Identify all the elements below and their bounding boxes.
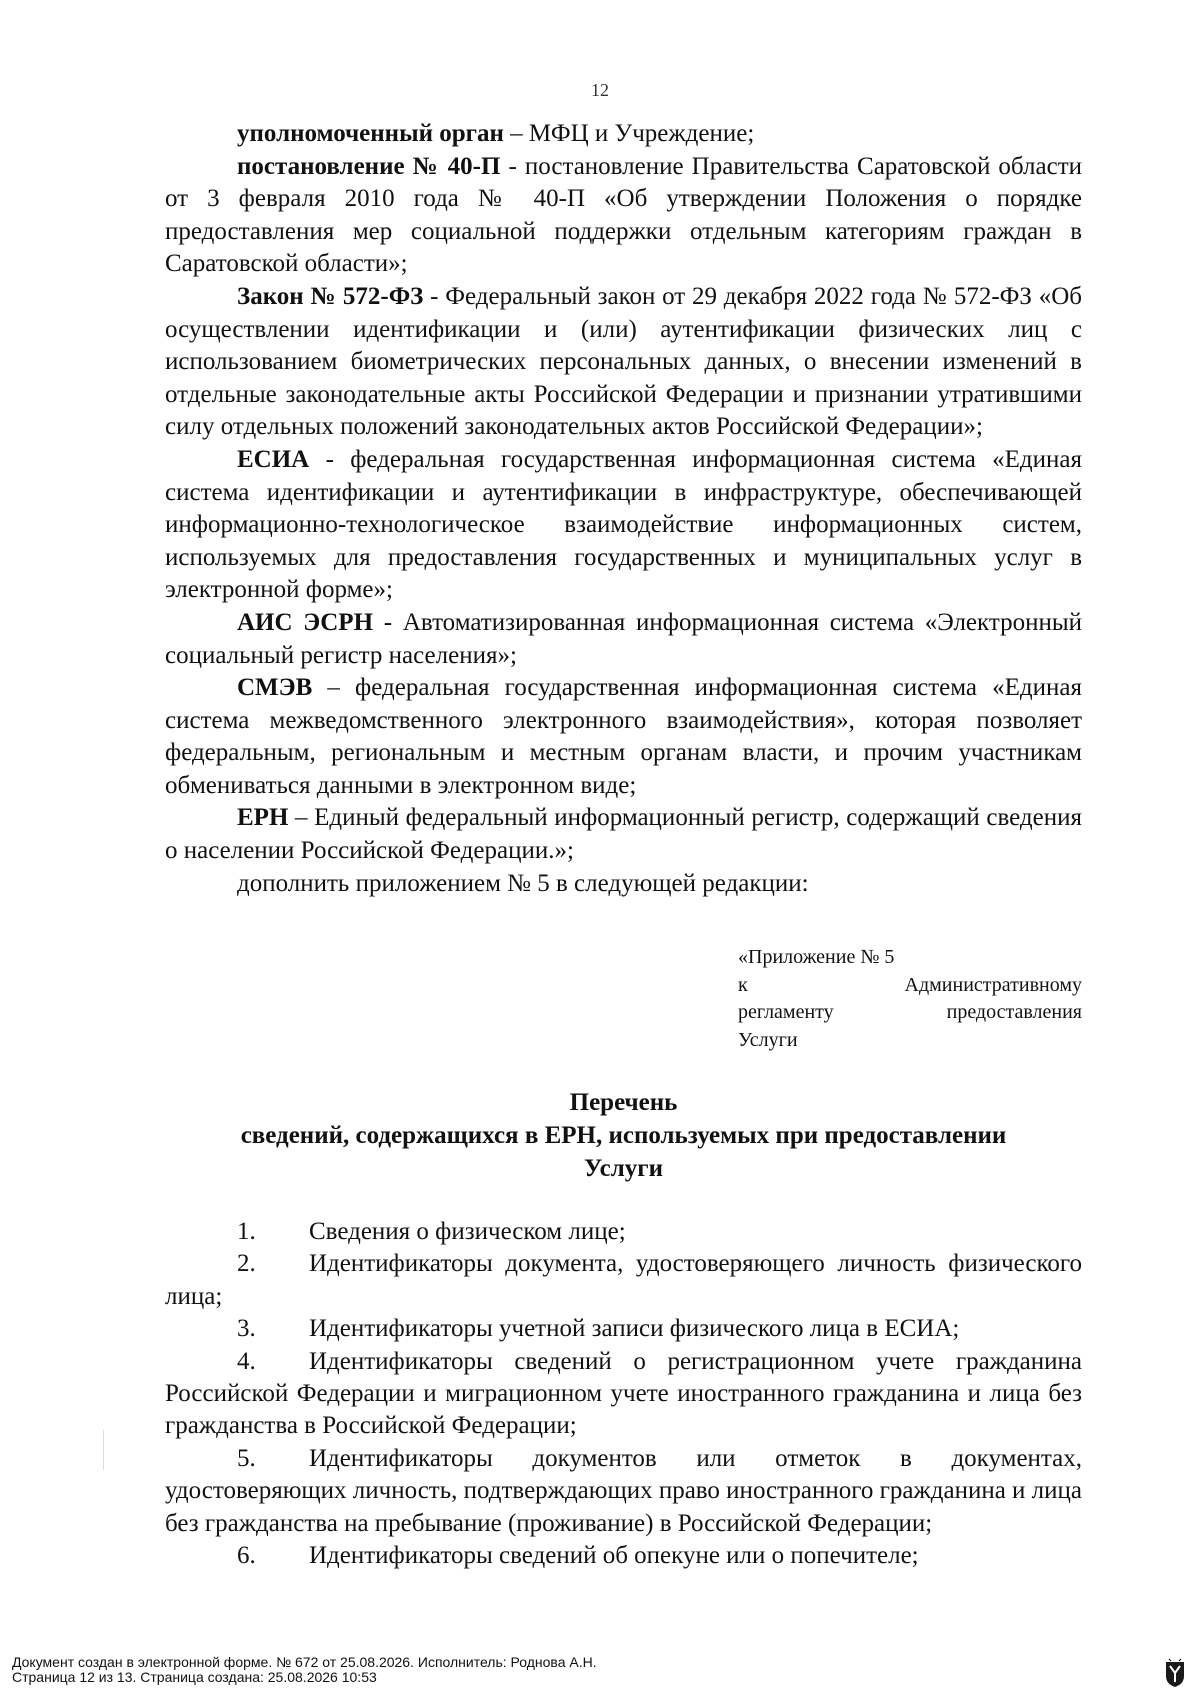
list-item — [165, 1443, 1082, 1540]
definition-resolution-40p — [165, 151, 1082, 281]
annex-line: к Административному — [738, 973, 1082, 996]
page-number: 12 — [591, 80, 609, 100]
definition-text: – МФЦ и Учреждение; — [503, 120, 755, 147]
definition-text: - Федеральный закон от 29 декабря 2022 года № 572-ФЗ «Об осуществлении идентификации и (или) аутентификации физических лиц с использованием биометрических персональных данных, о внесении изменений в отдельные законодательные акты Российской Федерации и признании утратившими силу отдельных положений законодательных актов Российской Федерации»; — [165, 282, 1082, 441]
list-item-number: 3. — [237, 1315, 256, 1343]
heading-line: сведений, содержащихся в ЕРН, используемых при предоставлении — [240, 1122, 1007, 1149]
definition-smev — [165, 672, 1082, 802]
definition-text: - федеральная государственная информационная система «Единая система идентификации и аутентификации в инфраструктуре, обеспечивающей информационно-технологическое взаимодействие информационных систем, используемых для предоставления государственных и муниципальных услуг в электронной форме»; — [165, 445, 1082, 604]
definition-ais-esrn — [165, 607, 1082, 672]
list-item-text: Сведения о физическом лице; — [309, 1218, 626, 1245]
heading-line: Услуги — [583, 1155, 664, 1182]
list-item — [165, 1540, 1082, 1572]
list-item-text: Идентификаторы учетной записи физического лица в ЕСИА; — [309, 1315, 960, 1343]
definition-term: ЕСИА — [237, 445, 310, 473]
list-item — [165, 1346, 1082, 1443]
definition-esia — [165, 444, 1082, 607]
list-item-text: Идентификаторы документа, удостоверяющего личность физического лица; — [165, 1250, 1082, 1310]
list-item-number: 2. — [237, 1250, 256, 1278]
definition-term: Закон № 572-ФЗ — [237, 282, 424, 310]
list-item-text: Идентификаторы сведений об опекуне или о попечителе; — [309, 1542, 919, 1570]
definition-term: ЕРН — [237, 804, 289, 832]
list-item-text: Идентификаторы документов или отметок в документах, удостоверяющих личность, подтверждающих право иностранного гражданина и лица без гражданства на пребывание (проживание) в Российской Федерации; — [165, 1444, 1083, 1537]
list-item — [165, 1248, 1082, 1313]
definition-authorized-body — [165, 118, 1082, 151]
definition-text: – федеральная государственная информационная система «Единая система межведомственного электронного взаимодействия», которая позволяет федеральным, региональным и местным органам власти, и прочим участникам обмениваться данными в электронном виде; — [165, 674, 1082, 799]
definition-term: постановление № 40-П — [237, 152, 501, 180]
list-item — [165, 1216, 1082, 1248]
annex-reference — [738, 944, 1082, 1054]
information-list — [165, 1216, 1082, 1572]
list-item-number: 1. — [237, 1218, 256, 1245]
definitions-section — [165, 118, 1082, 900]
definition-term: уполномоченный орган — [237, 120, 504, 147]
coat-of-arms-icon — [1164, 1658, 1186, 1688]
definition-text: - постановление Правительства Саратовской области от 3 февраля 2010 года № 40-П «Об утверждении Положения о порядке предоставления мер социальной поддержки отдельным категориям граждан в Саратовской области»; — [165, 152, 1083, 278]
footer-line: Документ создан в электронной форме. № 672 от 25.08.2026. Исполнитель: Роднова А.Н. — [12, 1654, 597, 1670]
definition-law-572fz — [165, 281, 1082, 444]
annex-line: регламенту предоставления — [738, 1001, 1082, 1023]
document-footer — [12, 1655, 597, 1685]
definition-text: – Единый федеральный информационный регистр, содержащий сведения о населении Российской Федерации.»; — [165, 804, 1082, 865]
supplement-instruction: дополнить приложением № 5 в следующей редакции: — [237, 869, 809, 897]
annex-line: Услуги — [738, 1028, 798, 1051]
definition-term: СМЭВ — [237, 674, 313, 702]
list-item-number: 6. — [237, 1542, 256, 1570]
list-item-number: 4. — [237, 1347, 256, 1375]
definition-ern — [165, 802, 1082, 867]
scan-margin-mark — [103, 1430, 104, 1470]
definition-text: - Автоматизированная информационная система «Электронный социальный регистр населения»; — [165, 608, 1083, 669]
list-heading — [165, 1086, 1082, 1185]
list-item-text: Идентификаторы сведений о регистрационном учете гражданина Российской Федерации и миграционном учете иностранного гражданина и лица без гражданства в Российской Федерации; — [165, 1347, 1082, 1440]
heading-line: Перечень — [569, 1089, 678, 1116]
definition-term: АИС ЭСРН — [237, 608, 374, 636]
list-item-number: 5. — [237, 1444, 256, 1472]
list-item — [165, 1313, 1082, 1345]
annex-line: «Приложение № 5 — [738, 946, 895, 968]
footer-line: Страница 12 из 13. Страница создана: 25.08.2026 10:53 — [12, 1669, 377, 1685]
